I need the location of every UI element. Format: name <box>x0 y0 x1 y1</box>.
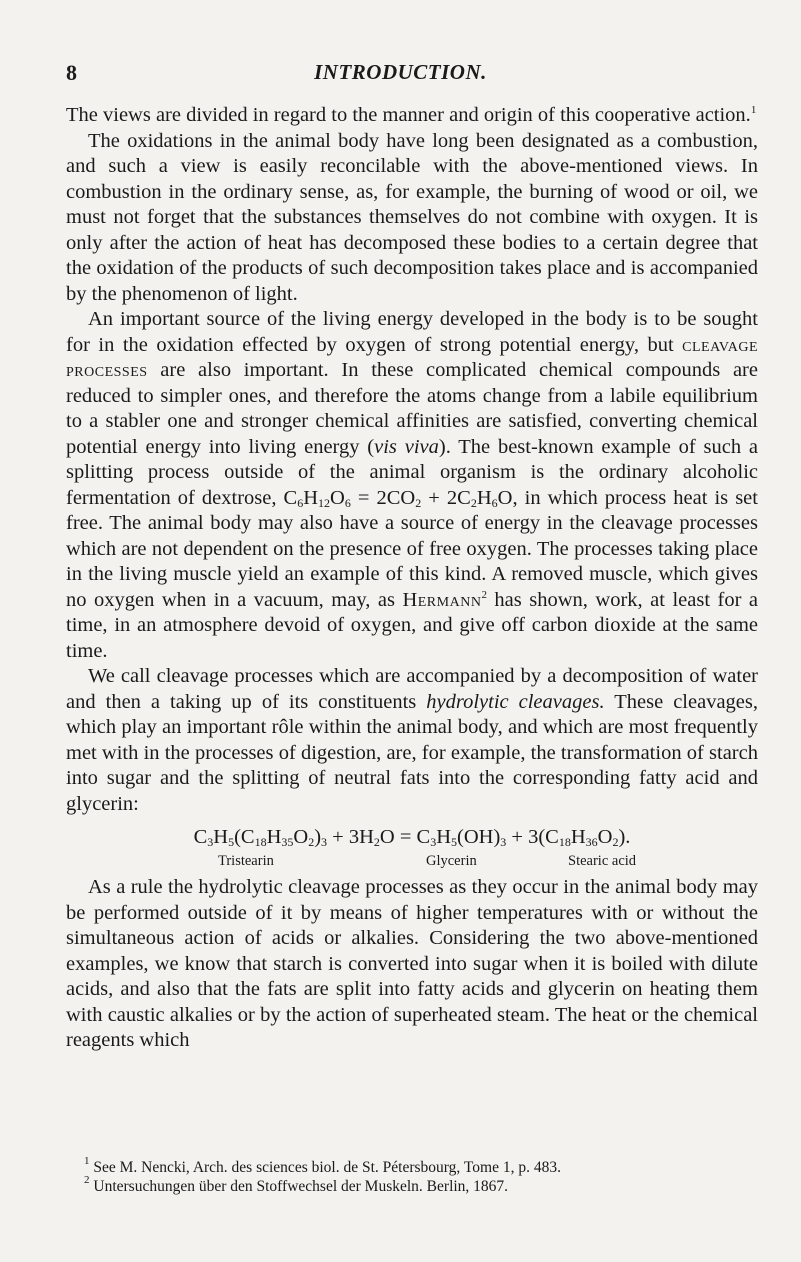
body-text <box>66 103 758 1054</box>
footnote-1: $^1$ See M. Nencki, Arch. des sciences biol. de St. Pétersbourg, Tome 1, p. 483. <box>84 1155 561 1176</box>
paragraph-4: We call cleavage processes which are accompanied by a decomposition of water and then a taking up of its constituents hydrolytic cleavages. These cleavages, which play an important rôle within the animal body, and which are most frequently met with in the processes of digestion, are, for example, the transformation of starch into sugar and the splitting of neutral fats into the corresponding fatty acid and glycerin: <box>66 665 759 815</box>
footnote-ref-2: 2 <box>481 588 487 601</box>
author-name-hermann: Hermann <box>402 588 482 611</box>
small-caps-term: cleavage processes <box>66 333 758 381</box>
label-stearic-acid: Stearic acid <box>568 853 637 869</box>
equation-labels <box>66 849 758 869</box>
footnotes <box>66 1155 758 1196</box>
italic-term-vis-viva: vis viva <box>374 435 439 458</box>
paragraph-3: An important source of the living energy developed in the body is to be sought for in the oxidation effected by oxygen of strong potential energy, but cleavage processes are also important. In these complicated chemical compounds are reduced to simpler ones, and therefore the atoms change from a labile equilibrium to a stabler one and stronger chemical affinities are satisfied, converting chemical potential energy into living energy (vis viva). The best-known example of such a splitting process outside of the animal organism is the ordinary alcoholic fermentation of dextrose, $C_6H_{12}O_6 = 2CO_2 + 2C_2H_6O$, in which process heat is set free. The animal body may also have a source of energy in the cleavage processes which are not dependent on the presence of free oxygen. The processes taking place in the living muscle yield an example of this kind. A removed muscle, which gives no oxygen when in a vacuum, may, as Hermann$^2$ has shown, work, at least for a time, in an atmosphere devoid of oxygen, and give off carbon dioxide at the same time. <box>66 308 759 662</box>
running-head: INTRODUCTION. <box>314 60 487 84</box>
paragraph-5: As a rule the hydrolytic cleavage processes as they occur in the animal body may be performed outside of it by means of higher temperatures with or without the simultaneous action of acids or alkalies. Considering the two above-mentioned examples, we know that starch is converted into sugar when it is boiled with dilute acids, and also that the fats are split into fatty acids and glycerin on heating them with caustic alkalies or by the action of superheated steam. The heat or the chemical reagents which <box>66 876 758 1051</box>
footnote-2: $^2$ Untersuchungen über den Stoffwechsel der Muskeln. Berlin, 1867. <box>84 1174 509 1195</box>
paragraph-1: The views are divided in regard to the manner and origin of this cooperative action.$^1$ <box>66 104 757 126</box>
page-header <box>0 60 801 90</box>
paragraph-2: The oxidations in the animal body have long been designated as a combustion, and such a view is easily reconcilable with the above-mentioned views. In combustion in the ordinary sense, as, for example, the burning of wood or oil, we must not forget that the substances themselves do not combine with oxygen. It is only after the action of heat has decomposed these bodies to a certain degree that the oxidation of the products of such decomposition takes place and is accompanied by the phenomenon of light. <box>66 129 758 305</box>
fermentation-formula: $C_6H_{12}O_6 = 2CO_2 + 2C_2H_6O$ <box>283 486 513 510</box>
footnote-ref-1: 1 <box>750 104 757 116</box>
label-glycerin: Glycerin <box>426 853 477 869</box>
page-number: 8 <box>66 60 77 85</box>
label-tristearin: Tristearin <box>218 853 274 869</box>
hydrolysis-equation: $C_3H_5(C_{18}H_{35}O_2)_3 + 3H_2O = C_3H_5(OH)_3 + 3(C_{18}H_{36}O_2)$. <box>193 826 631 849</box>
italic-term-hydrolytic: hydrolytic cleavages. <box>426 690 605 713</box>
